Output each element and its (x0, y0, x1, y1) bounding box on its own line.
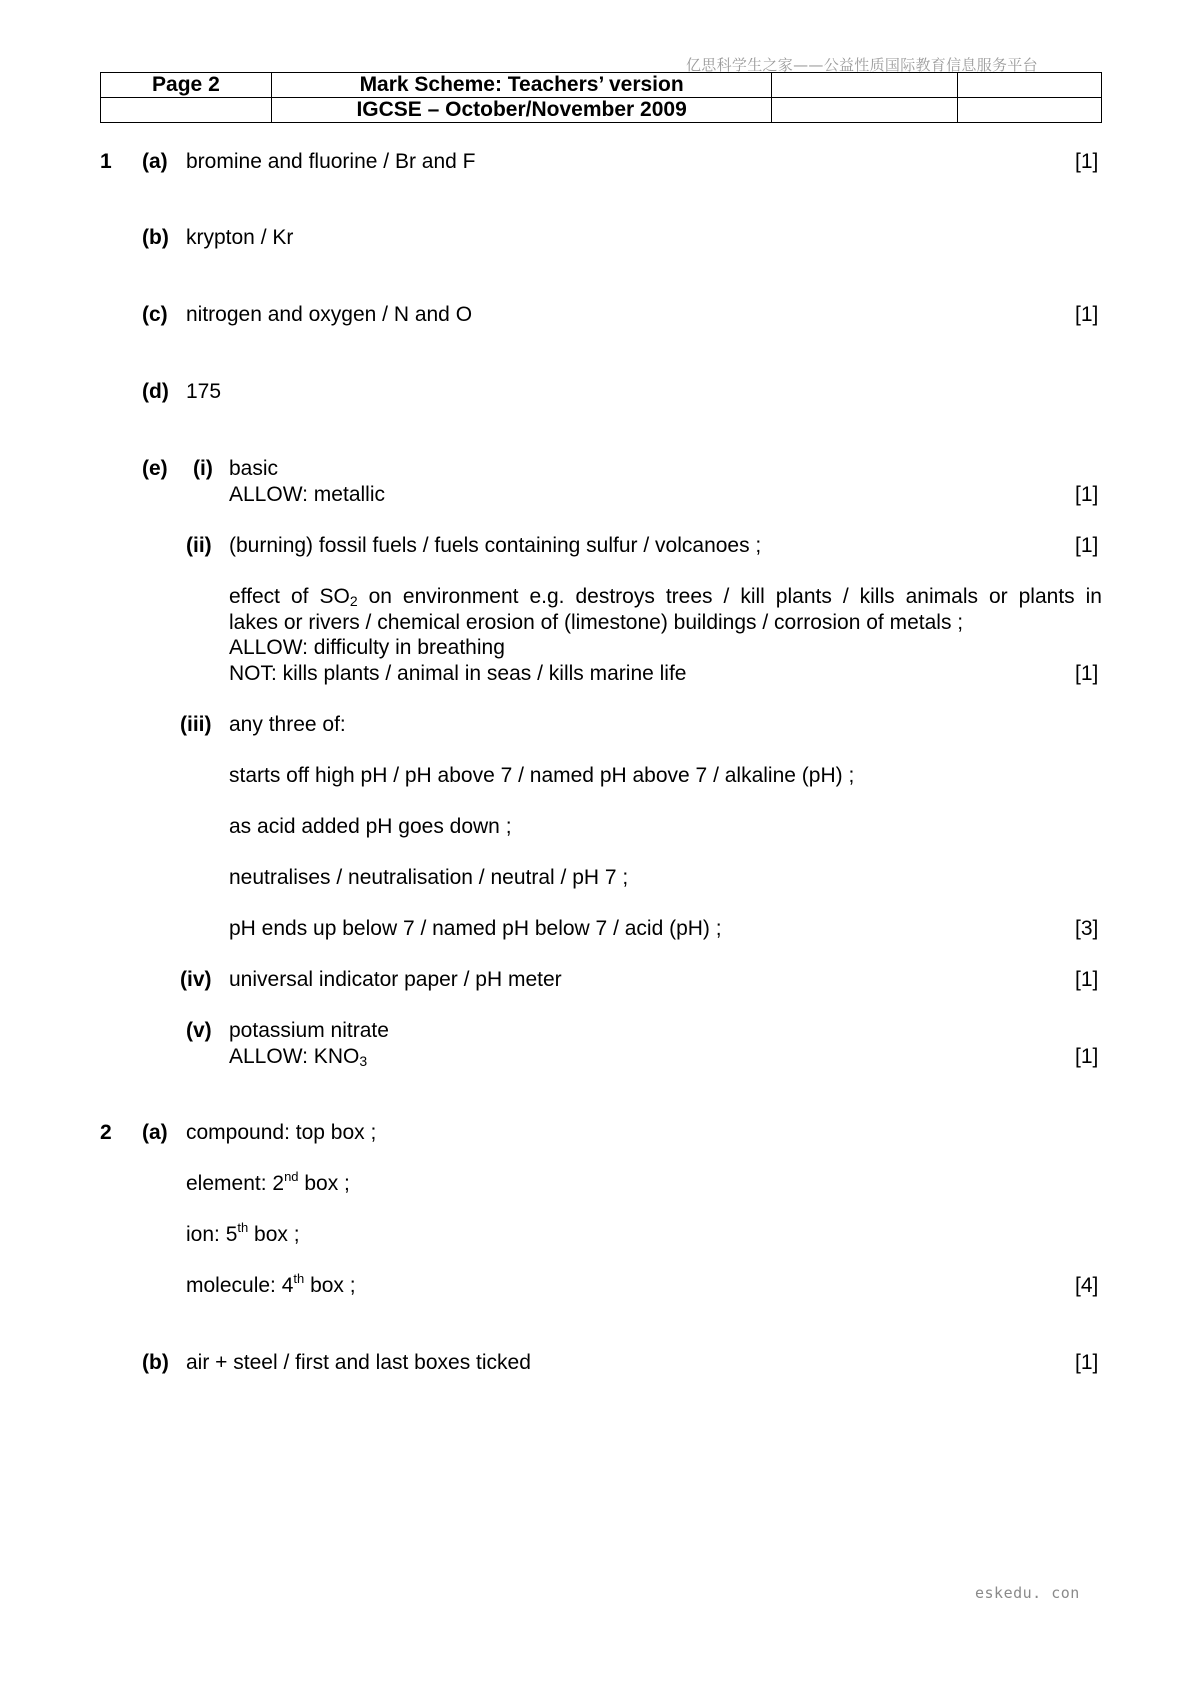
watermark-top: 亿思科学生之家——公益性质国际教育信息服务平台 (686, 56, 1038, 74)
q1a-label: (a) (142, 150, 168, 173)
q2a-line: ion: 5th box ; (186, 1220, 300, 1246)
q1e-iv-mark: [1] (1075, 968, 1099, 991)
q2a-line: compound: top box ; (186, 1121, 377, 1144)
q1b-answer: krypton / Kr (186, 226, 294, 249)
q1e-ii-mark1: [1] (1075, 534, 1099, 557)
q1d-label: (d) (142, 380, 169, 403)
q1e-iii-point: as acid added pH goes down ; (229, 815, 512, 838)
q2a-line: molecule: 4th box ; (186, 1271, 356, 1297)
q1e-ii-mark2: [1] (1075, 662, 1099, 685)
q1a-answer: bromine and fluorine / Br and F (186, 150, 476, 173)
q1e-i-mark: [1] (1075, 483, 1099, 506)
header-empty-cell (958, 73, 1102, 98)
q1e-v-answer: potassium nitrate (229, 1019, 389, 1042)
page-number: Page 2 (101, 73, 272, 98)
question-number-2: 2 (100, 1121, 112, 1144)
q1e-ii-answer: (burning) fossil fuels / fuels containing sulfur / volcanoes ; (229, 534, 762, 557)
q1e-i-label: (i) (193, 457, 213, 480)
q2a-line: element: 2nd box ; (186, 1169, 350, 1195)
q1e-iii-point: starts off high pH / pH above 7 / named pH above 7 / alkaline (pH) ; (229, 764, 855, 787)
q1a-mark: [1] (1075, 150, 1099, 173)
q1e-iii-mark: [3] (1075, 917, 1099, 940)
q1e-v-mark: [1] (1075, 1045, 1099, 1068)
q2b-label: (b) (142, 1351, 169, 1374)
q1e-label: (e) (142, 457, 168, 480)
q1c-mark: [1] (1075, 303, 1099, 326)
question-number-1: 1 (100, 150, 112, 173)
q1e-v-allow: ALLOW: $KNO_3$ (229, 1045, 368, 1069)
q1e-ii-effect-line: effect of $SO_2$ on environment e.g. destroys trees / kill plants / kills animals or plants in (229, 585, 1102, 609)
q1c-answer: nitrogen and oxygen / N and O (186, 303, 473, 326)
q1e-iii-point: pH ends up below 7 / named pH below 7 / acid (pH) ; (229, 917, 722, 940)
q1e-i-allow: ALLOW: metallic (229, 483, 385, 506)
watermark-bottom: eskedu. con (975, 1584, 1080, 1602)
header-empty-cell (958, 98, 1102, 123)
q2b-mark: [1] (1075, 1351, 1099, 1374)
q1e-iii-label: (iii) (180, 713, 212, 736)
q1e-ii-label: (ii) (186, 534, 212, 557)
q1e-iv-label: (iv) (180, 968, 212, 991)
q2b-answer: air + steel / first and last boxes ticked (186, 1351, 531, 1374)
header-empty-cell (772, 73, 958, 98)
q2a-mark: [4] (1075, 1274, 1099, 1297)
q1c-label: (c) (142, 303, 168, 326)
q1e-iii-point: neutralises / neutralisation / neutral / pH 7 ; (229, 866, 629, 889)
header-empty-cell (772, 98, 958, 123)
header-empty-cell (101, 98, 272, 123)
q1b-label: (b) (142, 226, 169, 249)
q1e-iii-intro: any three of: (229, 713, 346, 736)
header-table (100, 72, 1102, 123)
q1e-ii-allow: ALLOW: difficulty in breathing (229, 636, 505, 659)
header-title: Mark Scheme: Teachers’ version (271, 73, 772, 98)
q1e-iv-answer: universal indicator paper / pH meter (229, 968, 562, 991)
header-subtitle: IGCSE – October/November 2009 (271, 98, 772, 123)
q1e-ii-not: NOT: kills plants / animal in seas / kills marine life (229, 662, 687, 685)
q1d-answer: 175 (186, 380, 222, 403)
q2a-label: (a) (142, 1121, 168, 1144)
q1e-v-label: (v) (186, 1019, 212, 1042)
q1e-ii-effect-line2: lakes or rivers / chemical erosion of (limestone) buildings / corrosion of metals ; (229, 611, 964, 634)
q1e-i-answer: basic (229, 457, 279, 480)
